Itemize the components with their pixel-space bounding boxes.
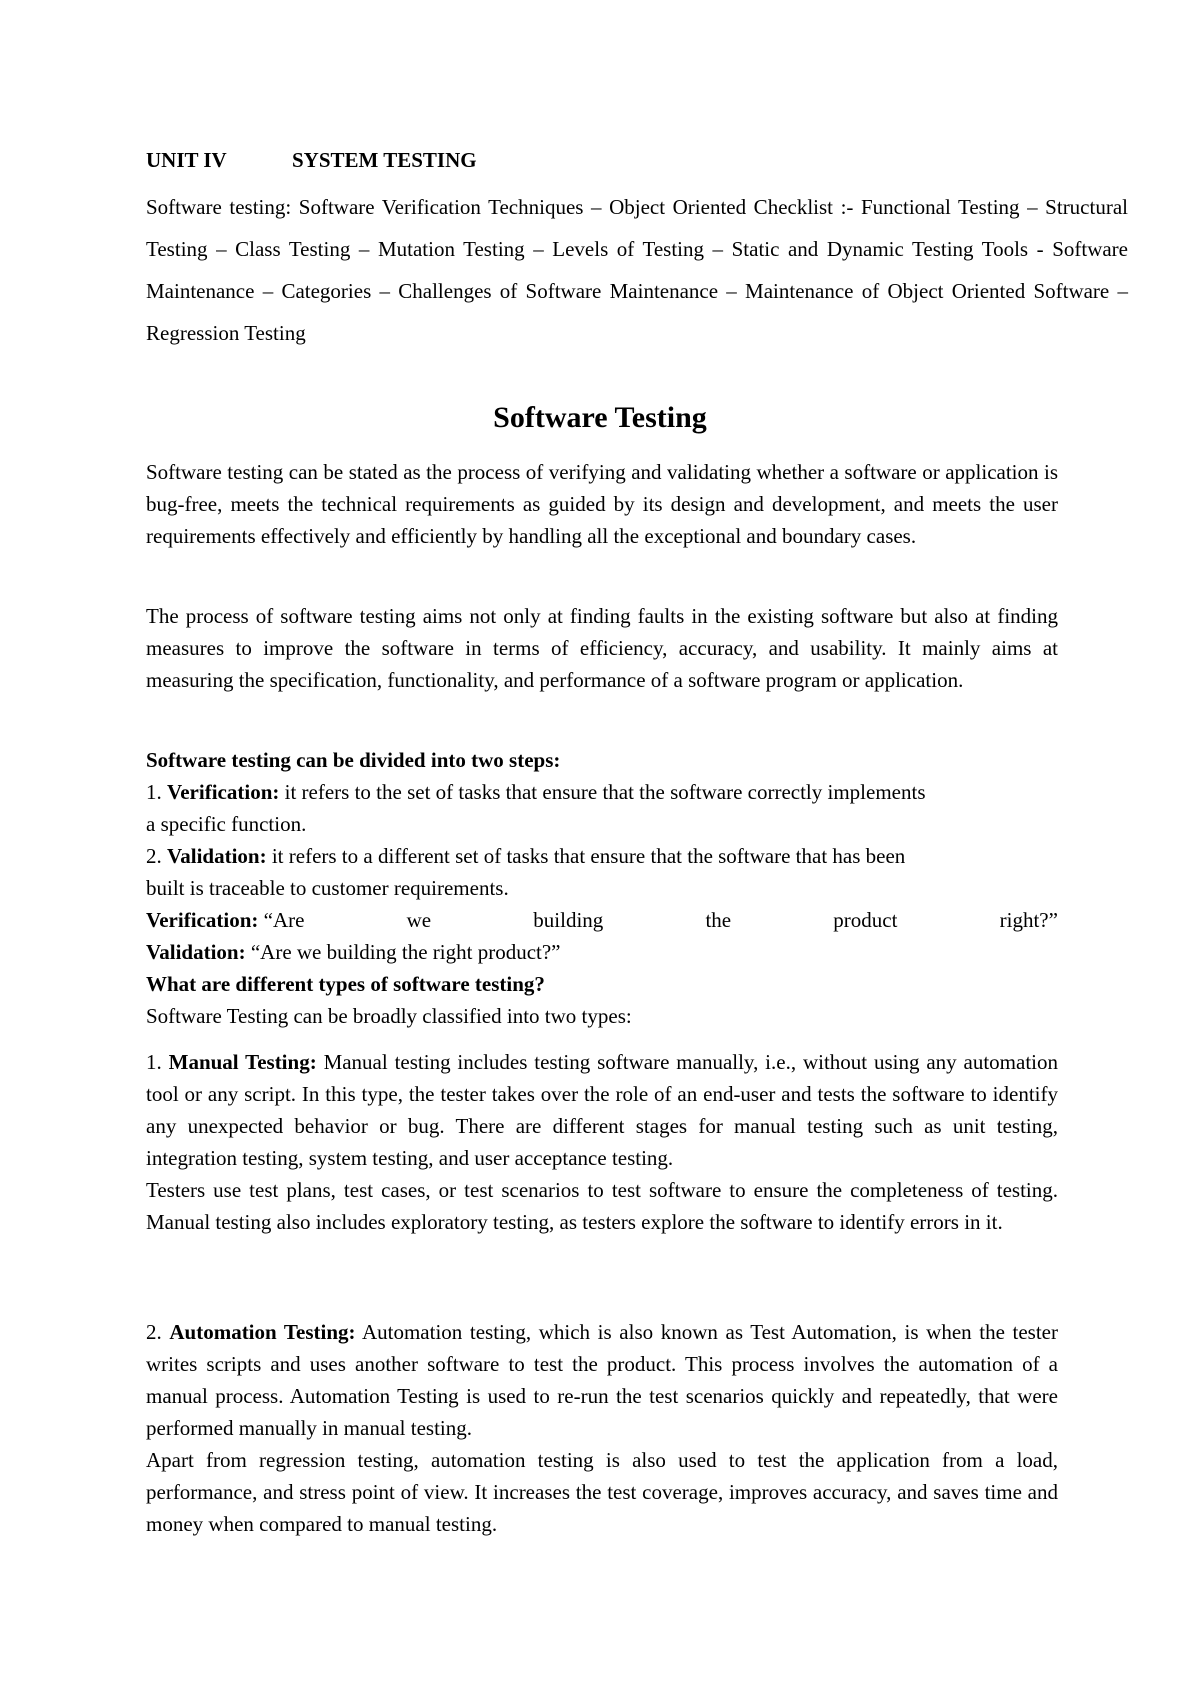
step-number: 1. <box>146 780 162 804</box>
step-item-verification <box>146 776 1058 808</box>
item-number: 1. <box>146 1050 162 1074</box>
manual-testing-term: Manual Testing: <box>168 1050 317 1074</box>
step-term: Verification: <box>167 780 280 804</box>
step-text-continuation: built is traceable to customer requirements. <box>146 876 509 900</box>
question-word: right?” <box>999 908 1058 932</box>
step-item-validation <box>146 840 1058 872</box>
page-title: Software Testing <box>493 401 707 434</box>
step-number: 2. <box>146 844 162 868</box>
steps-heading: Software testing can be divided into two steps: <box>146 748 561 772</box>
question-word: “Are <box>263 908 305 932</box>
unit-label: UNIT IV <box>146 148 227 172</box>
automation-testing-term: Automation Testing: <box>169 1320 356 1344</box>
validation-question <box>146 936 1058 968</box>
step-text: it refers to a different set of tasks that ensure that the software that has been <box>266 844 906 868</box>
manual-testing-paragraph-2: Testers use test plans, test cases, or test scenarios to test software to ensure the completeness of testing. Manual testing also includes exploratory testing, as testers explore the software to identify errors in it. <box>146 1178 1058 1234</box>
validation-term: Validation: <box>146 940 246 964</box>
manual-testing-text: Manual testing includes testing software manually, i.e., without using any automation tool or any script. In this type, the tester takes over the role of an end-user and tests the software to identify any unexpected behavior or bug. There are different stages for manual testing such as unit testing, integration testing, system testing, and user acceptance testing. <box>146 1050 1059 1170</box>
step-text-continuation: a specific function. <box>146 812 307 836</box>
automation-testing-paragraph-2: Apart from regression testing, automation testing is also used to test the application from a load, performance, and stress point of view. It increases the test coverage, improves accuracy, and saves time and money when compared to manual testing. <box>146 1448 1058 1536</box>
item-number: 2. <box>146 1320 162 1344</box>
manual-testing-paragraph <box>146 1046 1058 1174</box>
automation-testing-text: Automation testing, which is also known as Test Automation, is when the tester writes scripts and uses another software to test the product. This process involves the automation of a manual process. Automation Testing is used to re-run the test scenarios quickly and repeatedly, that were performed manually in manual testing. <box>146 1320 1058 1440</box>
question-word: we <box>406 908 432 932</box>
syllabus-paragraph: Software testing: Software Verification Techniques – Object Oriented Checklist :- Functional Testing – Structural Testing – Class Testing – Mutation Testing – Levels of Testing – Static and Dynamic Testing Tools - Software Maintenance – Categories – Challenges of Software Maintenance – Maintenance of Object Oriented Software – Regression Testing <box>146 195 1128 345</box>
steps-section <box>146 744 1058 1032</box>
question-word: building <box>533 908 604 932</box>
types-intro: Software Testing can be broadly classified into two types: <box>146 1004 632 1028</box>
question-word: product <box>833 908 898 932</box>
intro-paragraph-1: Software testing can be stated as the process of verifying and validating whether a software or application is bug-free, meets the technical requirements as guided by its design and development, and meets the user requirements effectively and efficiently by handling all the exceptional and boundary cases. <box>146 460 1058 548</box>
validation-text: “Are we building the right product?” <box>245 940 561 964</box>
manual-testing-section <box>146 1046 1058 1238</box>
automation-testing-paragraph <box>146 1316 1058 1444</box>
intro-paragraph-2: The process of software testing aims not only at finding faults in the existing software but also at finding measures to improve the software in terms of efficiency, accuracy, and usability. It mainly aims at measuring the specification, functionality, and performance of a software program or application. <box>146 604 1058 692</box>
automation-testing-section <box>146 1316 1058 1540</box>
step-text: it refers to the set of tasks that ensure that the software correctly implements <box>279 780 926 804</box>
verification-term: Verification: <box>146 908 259 932</box>
types-heading: What are different types of software testing? <box>146 972 545 996</box>
step-term: Validation: <box>167 844 267 868</box>
verification-question <box>146 904 1058 936</box>
unit-heading <box>146 146 477 174</box>
unit-title: SYSTEM TESTING <box>292 148 477 172</box>
question-word: the <box>705 908 732 932</box>
